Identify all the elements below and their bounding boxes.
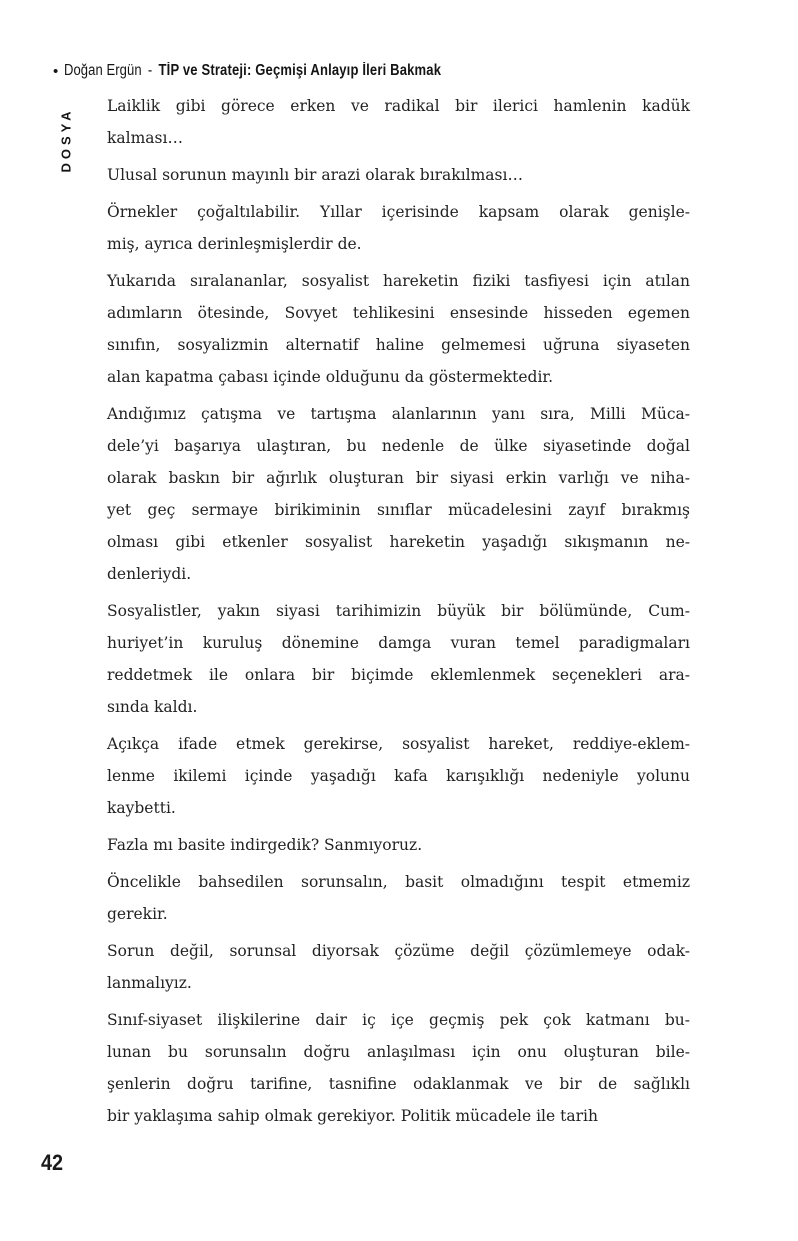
page-header	[53, 62, 513, 80]
paragraph	[107, 595, 690, 723]
text-line: yet geç sermaye birikiminin sınıflar mücadelesini zayıf bırakmış	[107, 501, 690, 519]
text-line: Yukarıda sıralananlar, sosyalist hareketin fiziki tasfiyesi için atılan	[107, 272, 690, 290]
text-column	[107, 90, 690, 1137]
text-line: Sınıf-siyaset ilişkilerine dair iç içe geçmiş pek çok katmanı bu-	[107, 1011, 690, 1029]
text-line: gerekir.	[107, 905, 168, 923]
text-line: Açıkça ifade etmek gerekirse, sosyalist hareket, reddiye-eklem-	[107, 735, 690, 753]
text-line: Sorun değil, sorunsal diyorsak çözüme değil çözümlemeye odak-	[107, 942, 690, 960]
text-line: olması gibi etkenler sosyalist hareketin yaşadığı sıkışmanın ne-	[107, 533, 690, 551]
text-line: sında kaldı.	[107, 698, 198, 716]
text-line: huriyet’in kuruluş dönemine damga vuran temel paradigmaları	[107, 634, 690, 652]
text-line: olarak baskın bir ağırlık oluşturan bir siyasi erkin varlığı ve niha-	[107, 469, 690, 487]
bullet-icon: •	[53, 62, 59, 80]
text-line: kaybetti.	[107, 799, 176, 817]
page-number: 42	[41, 1150, 64, 1175]
text-line: kalması…	[107, 129, 183, 147]
paragraph	[107, 935, 690, 999]
header-separator: -	[148, 62, 153, 79]
header-text	[64, 62, 441, 80]
text-line: Örnekler çoğaltılabilir. Yıllar içerisinde kapsam olarak genişle-	[107, 203, 690, 221]
paragraph	[107, 159, 690, 191]
text-line: reddetmek ile onlara bir biçimde eklemlenmek seçenekleri ara-	[107, 666, 690, 684]
text-line: miş, ayrıca derinleşmişlerdir de.	[107, 235, 362, 253]
header-article-title: TİP ve Strateji: Geçmişi Anlayıp İleri Bakmak	[158, 62, 442, 79]
header-author: Doğan Ergün	[64, 62, 142, 79]
text-line: lunan bu sorunsalın doğru anlaşılması için onu oluşturan bile-	[107, 1043, 690, 1061]
text-line: lenme ikilemi içinde yaşadığı kafa karışıklığı nedeniyle yolunu	[107, 767, 690, 785]
text-line: adımların ötesinde, Sovyet tehlikesini ensesinde hisseden egemen	[107, 304, 690, 322]
section-label-dosya: DOSYA	[58, 107, 74, 173]
text-line: lanmalıyız.	[107, 974, 192, 992]
paragraph	[107, 1004, 690, 1132]
text-line: Öncelikle bahsedilen sorunsalın, basit olmadığını tespit etmemiz	[107, 873, 690, 891]
paragraph	[107, 728, 690, 824]
text-line: sınıfın, sosyalizmin alternatif haline gelmemesi uğruna siyaseten	[107, 336, 690, 354]
text-line: Laiklik gibi görece erken ve radikal bir ilerici hamlenin kadük	[107, 97, 690, 115]
paragraph	[107, 196, 690, 260]
text-line: bir yaklaşıma sahip olmak gerekiyor. Politik mücadele ile tarih	[107, 1107, 598, 1125]
paragraph	[107, 829, 690, 861]
paragraph	[107, 265, 690, 393]
text-line: Andığımız çatışma ve tartışma alanlarının yanı sıra, Milli Müca-	[107, 405, 690, 423]
text-line: Fazla mı basite indirgedik? Sanmıyoruz.	[107, 836, 423, 854]
text-line: Ulusal sorunun mayınlı bir arazi olarak bırakılması…	[107, 166, 523, 184]
text-line: denleriydi.	[107, 565, 192, 583]
paragraph	[107, 866, 690, 930]
text-line: dele’yi başarıya ulaştıran, bu nedenle de ülke siyasetinde doğal	[107, 437, 690, 455]
text-line: şenlerin doğru tarifine, tasnifine odaklanmak ve bir de sağlıklı	[107, 1075, 690, 1093]
text-line: Sosyalistler, yakın siyasi tarihimizin büyük bir bölümünde, Cum-	[107, 602, 690, 620]
text-line: alan kapatma çabası içinde olduğunu da göstermektedir.	[107, 368, 554, 386]
paragraph	[107, 398, 690, 590]
paragraph	[107, 90, 690, 154]
